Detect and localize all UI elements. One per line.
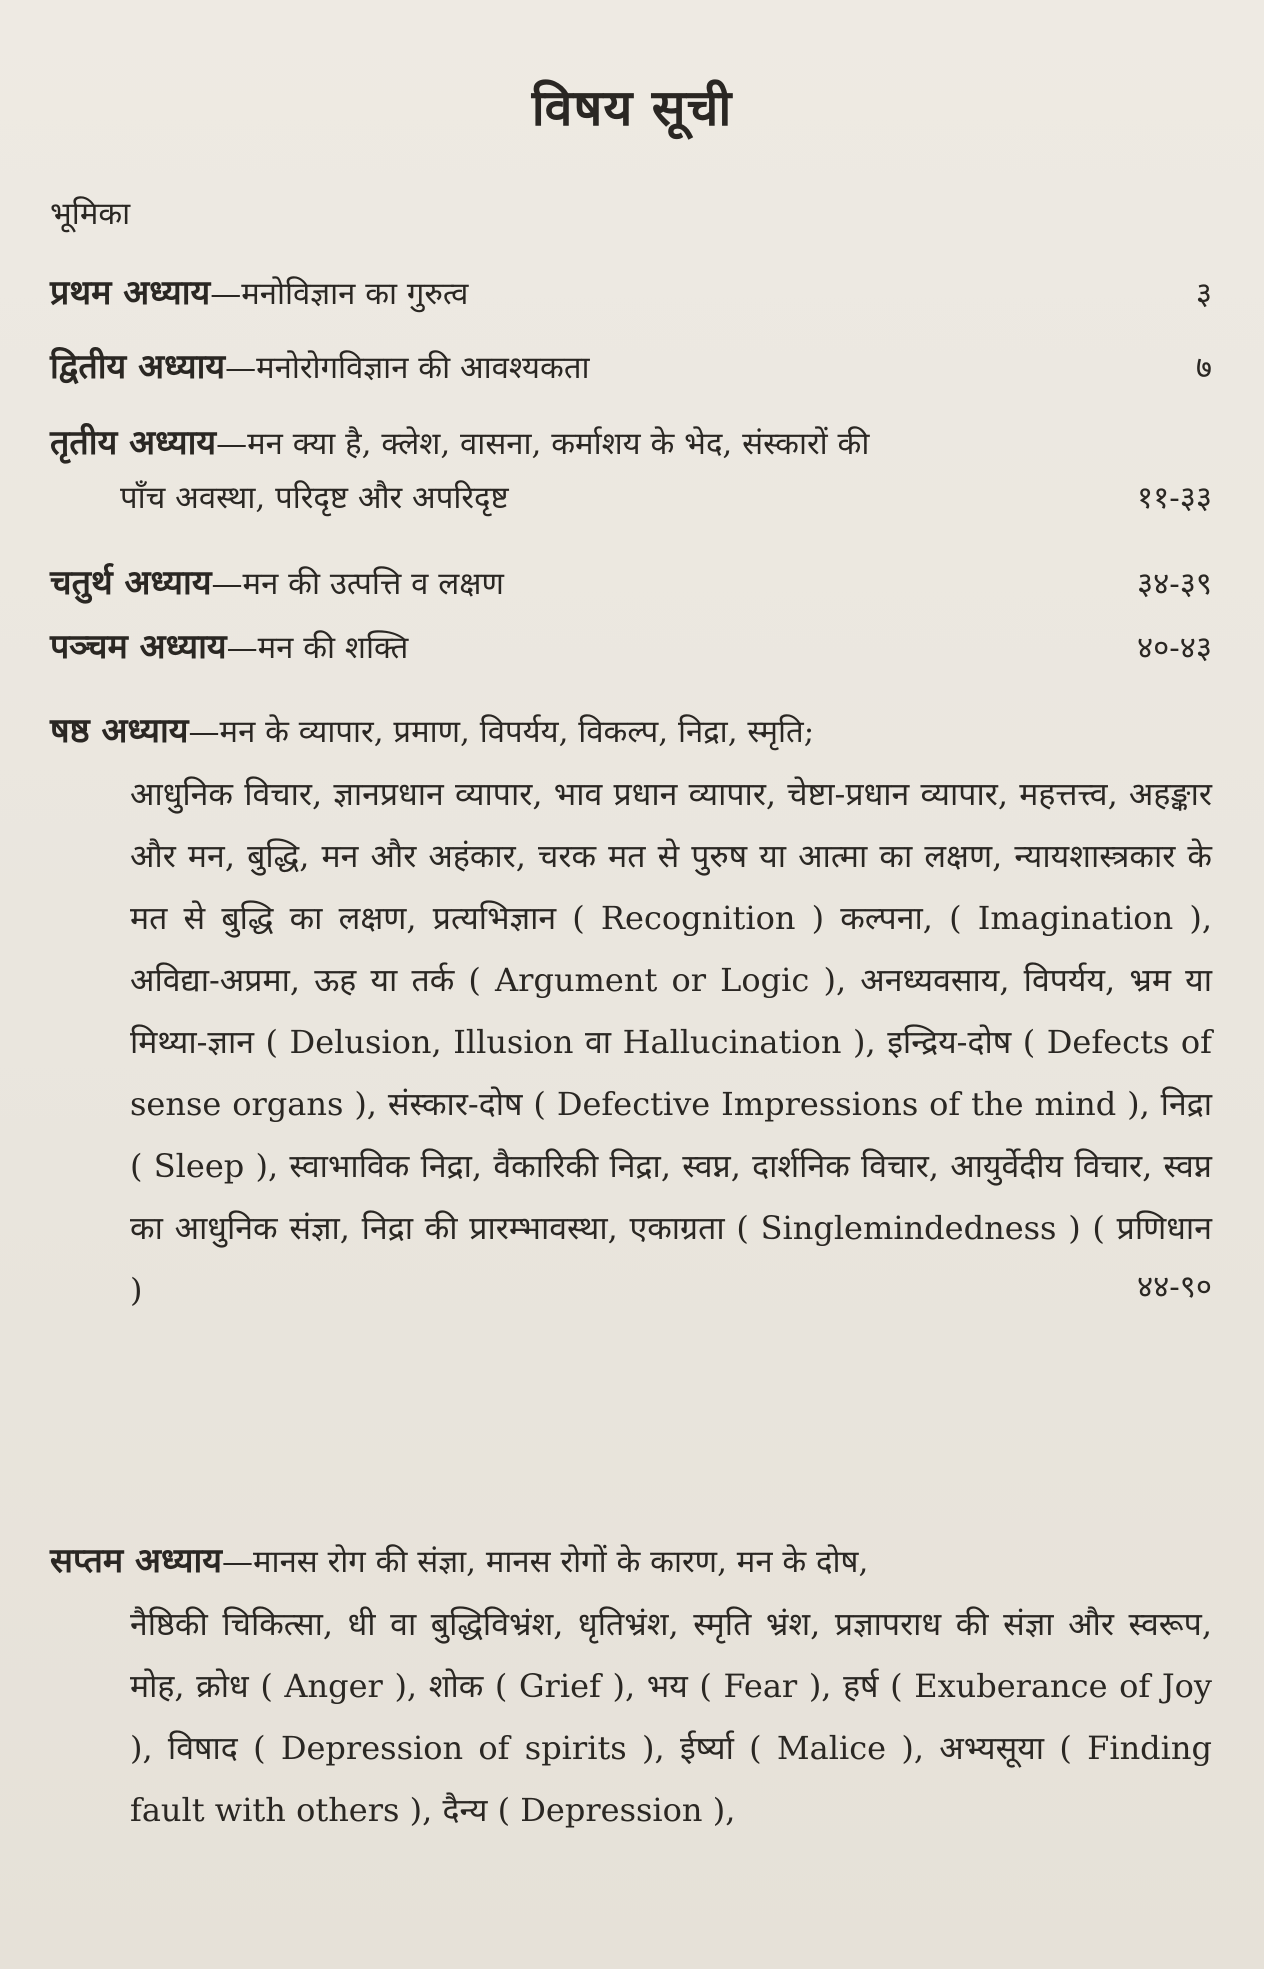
page-number: ३ <box>1195 276 1212 312</box>
page-title: विषय सूची <box>531 78 733 137</box>
page-number: ४४-९० <box>1137 1269 1212 1305</box>
chapter-heading: प्रथम अध्याय <box>50 273 211 313</box>
chapter-heading: चतुर्थ अध्याय <box>50 563 212 603</box>
page-number: ३४-३९ <box>1137 566 1212 602</box>
chapter-topics: मन की शक्ति <box>257 630 409 666</box>
chapter-topics: मनोरोगविज्ञान की आवश्यकता <box>256 350 590 386</box>
chapter-topics-continued: पाँच अवस्था, परिदृष्ट और अपरिदृष्ट <box>120 480 509 516</box>
chapter-topics: मन क्या है, क्लेश, वासना, कर्माशय के भेद, संस्कारों की <box>247 426 870 462</box>
chapter-topics-continued: नैष्ठिकी चिकित्सा, धी वा बुद्धिविभ्रंश, धृतिभ्रंश, स्मृति भ्रंश, प्रज्ञापराध की संज्ञा और स्वरूप, मोह, क्रोध ( Anger ), शोक ( Grief ), भय ( Fear ), हर्ष ( Exuberance of Joy ), विषाद ( Depression of spirits ), ईर्ष्या ( Malice ), अभ्यसूया ( Finding fault with others ), दैन्य ( Depression ), <box>130 1605 1212 1829</box>
toc-entry-4: चतुर्थ अध्याय—मन की उत्पत्ति व लक्षण ३४-३९ <box>50 563 1212 603</box>
toc-entry-6: षष्ठ अध्याय—मन के व्यापार, प्रमाण, विपर्यय, विकल्प, निद्रा, स्मृति; आधुनिक विचार, ज्ञानप्रधान व्यापार, भाव प्रधान व्यापार, चेष्टा-प्रधान व्यापार, महत्तत्त्व, अहङ्कार और मन, बुद्धि, मन और अहंकार, चरक मत से पुरुष या आत्मा का लक्षण, न्यायशास्त्रकार के मत से बुद्धि का लक्षण, प्रत्यभिज्ञान ( Recognition ) कल्पना, ( Imagination ), अविद्या-अप्रमा, ऊह या तर्क ( Argument or Logic ), अनध्यवसाय, विपर्यय, भ्रम या मिथ्या-ज्ञान ( Delusion, Illusion वा Hallucination ), इन्द्रिय-दोष ( Defects of sense organs ), संस्कार-दोष ( Defective Impressions of the mind ), निद्रा ( Sleep ), स्वाभाविक निद्रा, वैकारिकी निद्रा, स्वप्न, दार्शनिक विचार, आयुर्वेदीय विचार, स्वप्न का आधुनिक संज्ञा, निद्रा की प्रारम्भावस्था, एकाग्रता ( Singlemindedness ) ( प्रणिधान ) ४४-९० <box>50 700 1212 1307</box>
page-number: ४०-४३ <box>1137 630 1212 666</box>
toc-entry-2: द्वितीय अध्याय—मनोरोगविज्ञान की आवश्यकता ७ <box>50 347 1212 387</box>
chapter-topics-continued: आधुनिक विचार, ज्ञानप्रधान व्यापार, भाव प्रधान व्यापार, चेष्टा-प्रधान व्यापार, महत्तत्त्व, अहङ्कार और मन, बुद्धि, मन और अहंकार, चरक मत से पुरुष या आत्मा का लक्षण, न्यायशास्त्रकार के मत से बुद्धि का लक्षण, प्रत्यभिज्ञान ( Recognition ) कल्पना, ( Imagination ), अविद्या-अप्रमा, ऊह या तर्क ( Argument or Logic ), अनध्यवसाय, विपर्यय, भ्रम या मिथ्या-ज्ञान ( Delusion, Illusion वा Hallucination ), इन्द्रिय-दोष ( Defects of sense organs ), संस्कार-दोष ( Defective Impressions of the mind ), निद्रा ( Sleep ), स्वाभाविक निद्रा, वैकारिकी निद्रा, स्वप्न, दार्शनिक विचार, आयुर्वेदीय विचार, स्वप्न का आधुनिक संज्ञा, निद्रा की प्रारम्भावस्था, एकाग्रता ( Singlemindedness ) ( प्रणिधान ) <box>130 775 1212 1309</box>
chapter-heading: षष्ठ अध्याय <box>50 711 189 751</box>
chapter-heading: तृतीय अध्याय <box>50 423 217 463</box>
chapter-topics: मन के व्यापार, प्रमाण, विपर्यय, विकल्प, निद्रा, स्मृति; <box>219 714 815 750</box>
chapter-topics: मानस रोग की संज्ञा, मानस रोगों के कारण, मन के दोष, <box>253 1544 869 1580</box>
toc-entry-1: प्रथम अध्याय—मनोविज्ञान का गुरुत्व ३ <box>50 273 1212 313</box>
chapter-topics: मन की उत्पत्ति व लक्षण <box>242 566 504 602</box>
page-number: ७ <box>1195 350 1212 386</box>
chapter-heading: द्वितीय अध्याय <box>50 347 226 387</box>
chapter-topics: मनोविज्ञान का गुरुत्व <box>241 276 469 312</box>
intro-label: भूमिका <box>50 196 131 232</box>
toc-entry-5: पञ्चम अध्याय—मन की शक्ति ४०-४३ <box>50 627 1212 667</box>
chapter-heading: पञ्चम अध्याय <box>50 627 227 667</box>
chapter-heading: सप्तम अध्याय <box>50 1541 223 1581</box>
toc-entry-3: तृतीय अध्याय—मन क्या है, क्लेश, वासना, कर्माशय के भेद, संस्कारों की पाँच अवस्था, परिदृष्ट और अपरिदृष्ट ११-३३ <box>50 423 1212 516</box>
toc-entry-7: सप्तम अध्याय—मानस रोग की संज्ञा, मानस रोगों के कारण, मन के दोष, नैष्ठिकी चिकित्सा, धी वा बुद्धिविभ्रंश, धृतिभ्रंश, स्मृति भ्रंश, प्रज्ञापराध की संज्ञा और स्वरूप, मोह, क्रोध ( Anger ), शोक ( Grief ), भय ( Fear ), हर्ष ( Exuberance of Joy ), विषाद ( Depression of spirits ), ईर्ष्या ( Malice ), अभ्यसूया ( Finding fault with others ), दैन्य ( Depression ), <box>50 1530 1212 1841</box>
page-number: ११-३३ <box>1137 480 1212 516</box>
